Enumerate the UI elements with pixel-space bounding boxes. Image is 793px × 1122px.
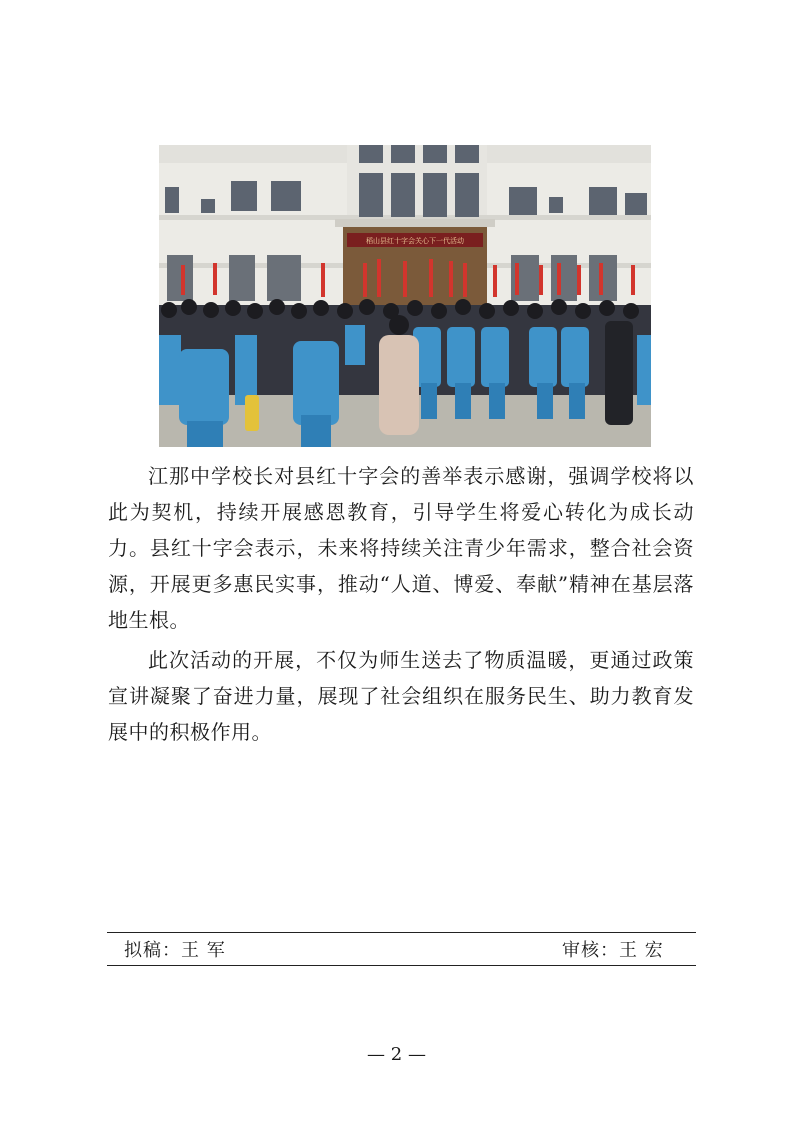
reviewer-signature: 审核：王 宏 (562, 940, 664, 961)
signature-top-rule (107, 932, 696, 933)
page-number: — 2 — (367, 1044, 426, 1065)
paragraph-activity-summary: 此次活动的开展，不仅为师生送去了物质温暖，更通过政策宣讲凝聚了奋进力量，展现了社会组织在服务民生、助力教育发展中的积极作用。 (108, 648, 694, 744)
drafter-signature: 拟稿：王 军 (124, 940, 226, 961)
event-photo (159, 145, 651, 447)
paragraph-principal-thanks: 江那中学校长对县红十字会的善举表示感谢，强调学校将以此为契机，持续开展感恩教育，引导学生将爱心转化为成长动力。县红十字会表示，未来将持续关注青少年需求，整合社会资源，开展更多惠民实事，推动“人道、博爱、奉献”精神在基层落地生根。 (108, 464, 694, 632)
entrance-banner: 稻山县红十字会关心下一代活动 (366, 237, 464, 245)
signature-bottom-rule (107, 965, 696, 966)
